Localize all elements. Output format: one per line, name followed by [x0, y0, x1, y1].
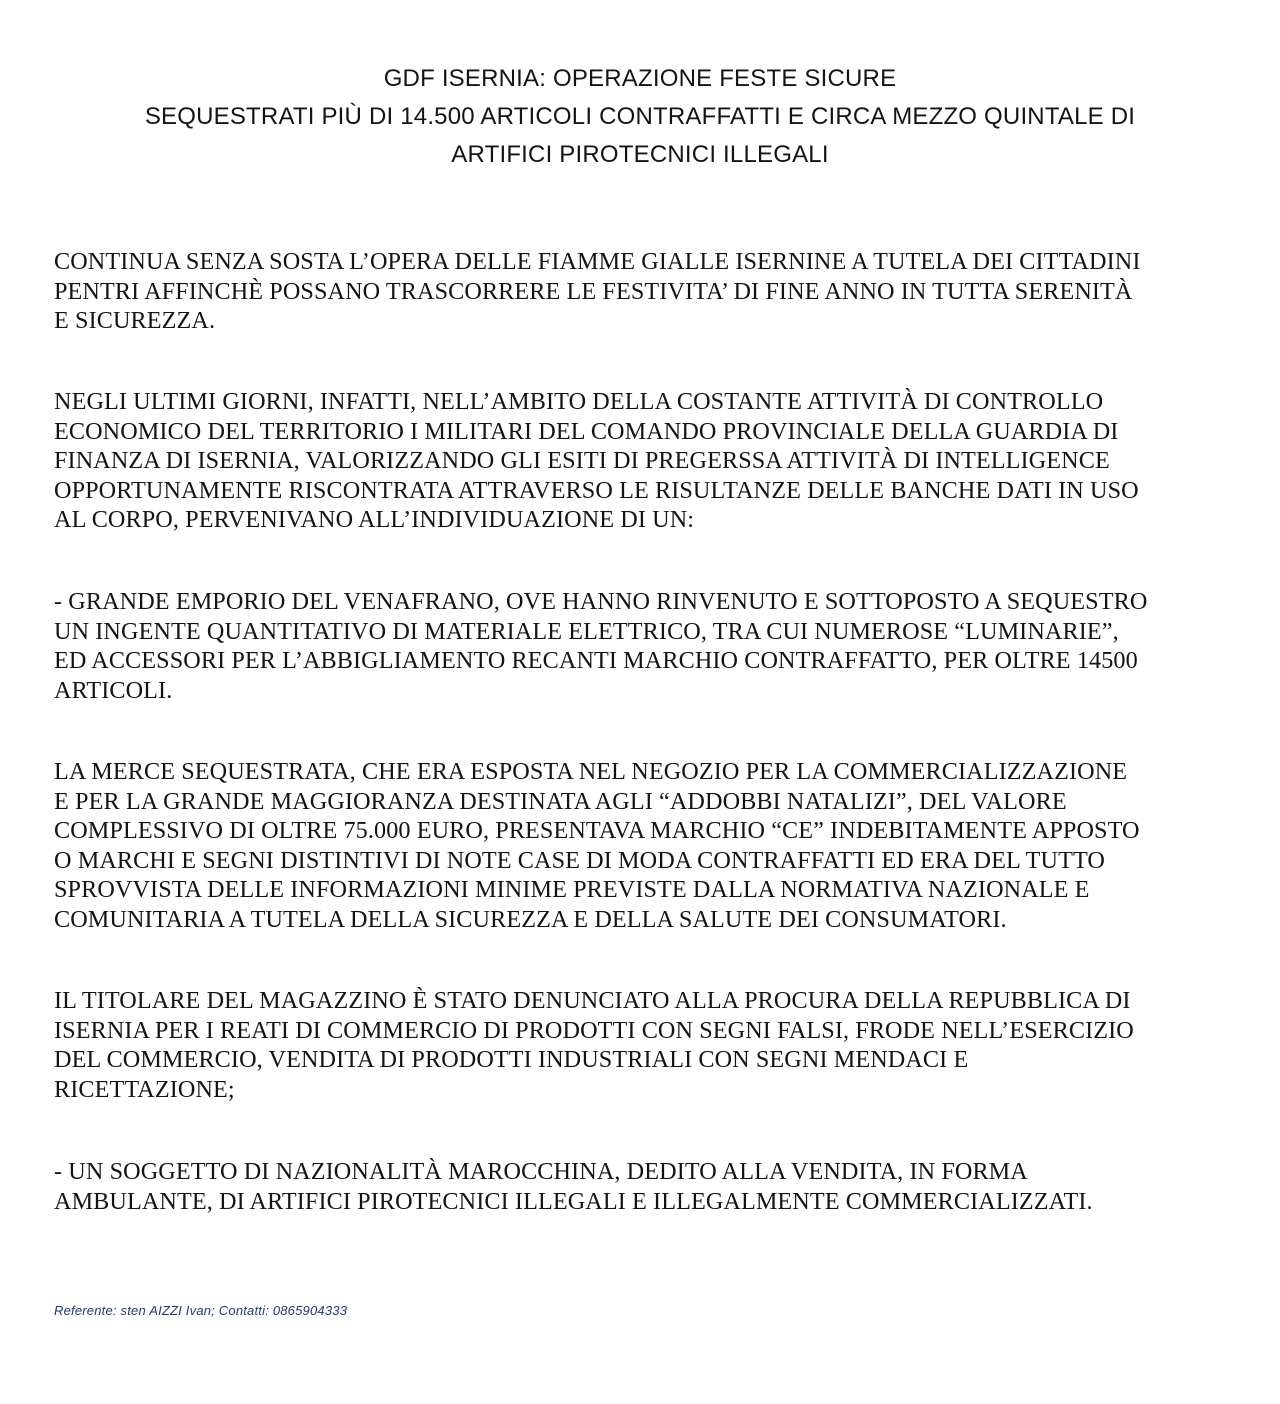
document-header: [0, 60, 1280, 174]
paragraph-line: DEL COMMERCIO, VENDITA DI PRODOTTI INDUSTRIALI CON SEGNI MENDACI E: [54, 1046, 969, 1074]
paragraph-line: UN INGENTE QUANTITATIVO DI MATERIALE ELETTRICO, TRA CUI NUMEROSE “LUMINARIE”,: [54, 617, 1119, 645]
paragraph-emporio: [54, 587, 1234, 705]
paragraph-merce: [54, 757, 1234, 935]
paragraph-line: ISERNIA PER I REATI DI COMMERCIO DI PRODOTTI CON SEGNI FALSI, FRODE NELL’ESERCIZIO: [54, 1016, 1134, 1044]
paragraph-line: LA MERCE SEQUESTRATA, CHE ERA ESPOSTA NEL NEGOZIO PER LA COMMERCIALIZZAZIONE: [54, 758, 1128, 785]
headline-title: GDF ISERNIA: OPERAZIONE FESTE SICURE: [383, 65, 897, 92]
paragraph-line: ARTICOLI.: [54, 676, 173, 704]
paragraph-line: ED ACCESSORI PER L’ABBIGLIAMENTO RECANTI MARCHIO CONTRAFFATTO, PER OLTRE 14500: [54, 647, 1138, 675]
paragraph-line: AL CORPO, PERVENIVANO ALL’INDIVIDUAZIONE DI UN:: [54, 506, 695, 534]
paragraph-line: COMPLESSIVO DI OLTRE 75.000 EURO, PRESENTAVA MARCHIO “CE” INDEBITAMENTE APPOSTO: [54, 817, 1140, 845]
paragraph-line: CONTINUA SENZA SOSTA L’OPERA DELLE FIAMME GIALLE ISERNINE A TUTELA DEI CITTADINI: [54, 248, 1141, 275]
paragraph-line: E PER LA GRANDE MAGGIORANZA DESTINATA AGLI “ADDOBBI NATALIZI”, DEL VALORE: [54, 787, 1067, 815]
paragraph-line: IL TITOLARE DEL MAGAZZINO È STATO DENUNCIATO ALLA PROCURA DELLA REPUBBLICA DI: [54, 987, 1131, 1014]
paragraph-soggetto: [54, 1157, 1234, 1216]
paragraph-line: O MARCHI E SEGNI DISTINTIVI DI NOTE CASE DI MODA CONTRAFFATTI ED ERA DEL TUTTO: [54, 846, 1105, 874]
paragraph-line: AMBULANTE, DI ARTIFICI PIROTECNICI ILLEGALI E ILLEGALMENTE COMMERCIALIZZATI.: [54, 1187, 1093, 1215]
paragraph-line: SPROVVISTA DELLE INFORMAZIONI MINIME PREVISTE DALLA NORMATIVA NAZIONALE E: [54, 876, 1090, 904]
paragraph-activity: [54, 387, 1234, 535]
paragraph-line: E SICUREZZA.: [54, 307, 216, 335]
paragraph-line: - UN SOGGETTO DI NAZIONALITÀ MAROCCHINA, DEDITO ALLA VENDITA, IN FORMA: [54, 1158, 1028, 1185]
paragraph-intro: [54, 247, 1234, 336]
paragraph-line: COMUNITARIA A TUTELA DELLA SICUREZZA E DELLA SALUTE DEI CONSUMATORI.: [54, 905, 1007, 933]
paragraph-line: NEGLI ULTIMI GIORNI, INFATTI, NELL’AMBITO DELLA COSTANTE ATTIVITÀ DI CONTROLLO: [54, 388, 1104, 415]
paragraph-line: - GRANDE EMPORIO DEL VENAFRANO, OVE HANNO RINVENUTO E SOTTOPOSTO A SEQUESTRO: [54, 588, 1148, 615]
paragraph-line: ECONOMICO DEL TERRITORIO I MILITARI DEL COMANDO PROVINCIALE DELLA GUARDIA DI: [54, 417, 1119, 445]
headline-subtitle-line-1: SEQUESTRATI PIÙ DI 14.500 ARTICOLI CONTRAFFATTI E CIRCA MEZZO QUINTALE DI: [144, 103, 1136, 130]
footer-reference: Referente: sten AIZZI Ivan; Contatti: 0865904333: [54, 1303, 348, 1318]
paragraph-line: PENTRI AFFINCHÈ POSSANO TRASCORRERE LE FESTIVITA’ DI FINE ANNO IN TUTTA SERENITÀ: [54, 277, 1133, 305]
paragraph-titolare: [54, 986, 1234, 1104]
headline-subtitle-line-2: ARTIFICI PIROTECNICI ILLEGALI: [451, 141, 829, 168]
paragraph-line: OPPORTUNAMENTE RISCONTRATA ATTRAVERSO LE RISULTANZE DELLE BANCHE DATI IN USO: [54, 476, 1139, 504]
paragraph-line: RICETTAZIONE;: [54, 1075, 235, 1103]
paragraph-line: FINANZA DI ISERNIA, VALORIZZANDO GLI ESITI DI PREGERSSA ATTIVITÀ DI INTELLIGENCE: [54, 447, 1110, 475]
